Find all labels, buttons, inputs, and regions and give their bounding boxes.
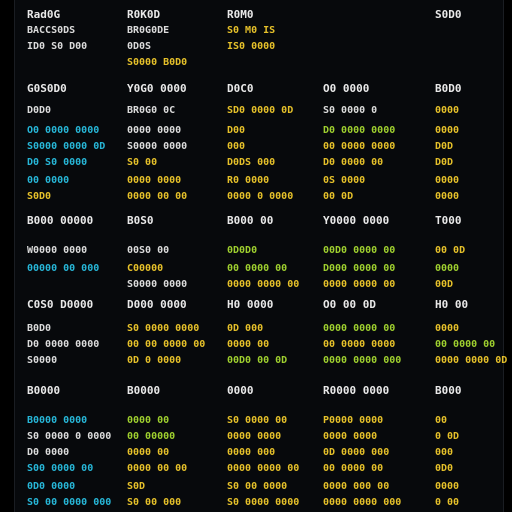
- table-cell-4: 00: [435, 415, 448, 426]
- table-cell-4: 0000: [435, 125, 460, 136]
- table-cell-4: 0000: [435, 263, 460, 274]
- table-cell-4: D0D: [435, 157, 454, 168]
- table-cell-0: D0 S0 0000: [27, 157, 88, 168]
- table-cell-0: S0 0000 0 0000: [27, 431, 112, 442]
- table-cell-0: D0 0000 0000: [27, 339, 100, 350]
- table-row: [15, 40, 503, 54]
- table-row: [15, 322, 503, 336]
- table-cell-1: S0 0000 0000: [127, 323, 200, 334]
- table-cell-3: 0000 0000 00: [323, 279, 396, 290]
- table-cell-1: S0D: [127, 481, 146, 492]
- table-row: [15, 354, 508, 368]
- table-cell-2: D00: [227, 125, 246, 136]
- table-row: [15, 446, 503, 460]
- table-row: [15, 384, 503, 398]
- table-cell-2: 0000 0000: [227, 431, 282, 442]
- table-cell-4: 00 0D: [435, 245, 466, 256]
- table-cell-3: 00 0000 00: [323, 463, 384, 474]
- table-cell-3: 00 0D: [323, 191, 354, 202]
- table-cell-4: 0000: [435, 323, 460, 334]
- table-row: [15, 190, 503, 204]
- table-row: [15, 430, 503, 444]
- column-header-1: R0K0D: [127, 8, 161, 21]
- table-cell-0: S0000 0000 0D: [27, 141, 106, 152]
- table-cell-3: P0000 0000: [323, 415, 384, 426]
- table-cell-3: 0000 000 00: [323, 481, 390, 492]
- table-cell-2: 0D 000: [227, 323, 264, 334]
- table-cell-0: S0 00 0000 000: [27, 497, 112, 508]
- table-cell-0: S0000: [27, 355, 58, 366]
- table-cell-1: 00S0 00: [127, 245, 170, 256]
- table-row: [15, 262, 503, 276]
- table-row: [15, 124, 503, 138]
- table-cell-2: IS0 0000: [227, 41, 276, 52]
- table-cell-1: 0000 00: [127, 415, 170, 426]
- column-header-1: Y0G0 0000: [127, 82, 187, 95]
- column-header-3: O0 0000: [323, 82, 370, 95]
- table-cell-1: 0D0S: [127, 41, 152, 52]
- table-row: [15, 278, 503, 292]
- table-cell-1: 0000 0000: [127, 175, 182, 186]
- table-cell-2: 00 0000 00: [227, 263, 288, 274]
- table-cell-0: ID0 S0 D00: [27, 41, 88, 52]
- table-cell-3: D000 0000 00: [323, 263, 396, 274]
- table-cell-1: 00 00 0000 00: [127, 339, 206, 350]
- table-cell-1: BR0G0 0C: [127, 105, 176, 116]
- table-cell-3: 0000 0000 000: [323, 355, 402, 366]
- table-cell-0: S00 0000 00: [27, 463, 94, 474]
- column-header-2: 0000: [227, 384, 254, 397]
- table-cell-3: 0000 0000: [323, 431, 378, 442]
- table-cell-2: 000: [227, 141, 246, 152]
- table-cell-1: 00 00000: [127, 431, 176, 442]
- table-cell-1: C00000: [127, 263, 164, 274]
- table-cell-3: 0000 0000 000: [323, 497, 402, 508]
- table-row: [15, 140, 503, 154]
- column-header-4: B000: [435, 384, 462, 397]
- table-cell-2: S0 0000 0000: [227, 497, 300, 508]
- table-row: [15, 414, 503, 428]
- table-row: [15, 156, 503, 170]
- table-cell-4: 00 0000 00: [435, 339, 496, 350]
- table-cell-2: S0 0000 00: [227, 415, 288, 426]
- table-cell-3: 0D 0000 000: [323, 447, 390, 458]
- table-cell-1: 0000 00 00: [127, 463, 188, 474]
- table-cell-1: 0000 00: [127, 447, 170, 458]
- table-cell-1: S0 00: [127, 157, 158, 168]
- table-cell-1: S0000 B0D0: [127, 57, 188, 68]
- column-header-4: S0D0: [435, 8, 462, 21]
- table-cell-4: 0000: [435, 481, 460, 492]
- table-cell-1: S0000 0000: [127, 279, 188, 290]
- table-cell-1: S0000 0000: [127, 141, 188, 152]
- table-cell-2: 0000 000: [227, 447, 276, 458]
- table-cell-3: 0S 0000: [323, 175, 366, 186]
- column-header-1: B0S0: [127, 214, 154, 227]
- table-cell-1: BR0G0DE: [127, 25, 170, 36]
- table-cell-2: 0000 0000 00: [227, 463, 300, 474]
- table-cell-3: 00 0000 0000: [323, 339, 396, 350]
- table-row: [15, 82, 503, 96]
- table-row: [15, 214, 503, 228]
- table-cell-4: 0000: [435, 105, 460, 116]
- table-cell-2: D0DS 000: [227, 157, 276, 168]
- table-cell-4: 0000: [435, 175, 460, 186]
- table-cell-2: 0000 00: [227, 339, 270, 350]
- table-cell-3: 0000 0000 00: [323, 323, 396, 334]
- column-header-0: G0S0D0: [27, 82, 67, 95]
- column-header-4: H0 00: [435, 298, 469, 311]
- table-cell-0: B0000 0000: [27, 415, 88, 426]
- data-table-panel: [14, 0, 508, 512]
- column-header-4: T000: [435, 214, 462, 227]
- table-cell-3: 00 0000 0000: [323, 141, 396, 152]
- table-cell-2: 0000 0 0000: [227, 191, 294, 202]
- table-cell-4: D0D: [435, 141, 454, 152]
- table-cell-4: 0 0D: [435, 431, 460, 442]
- table-cell-0: D0D0: [27, 105, 52, 116]
- table-row: [15, 8, 503, 22]
- table-cell-4: 0000 0000 0D: [435, 355, 508, 366]
- table-cell-4: 0000: [435, 191, 460, 202]
- table-row: [15, 462, 503, 476]
- column-header-0: B0000: [27, 384, 61, 397]
- table-cell-0: W0000 0000: [27, 245, 88, 256]
- column-header-2: D0C0: [227, 82, 254, 95]
- table-cell-2: S0 00 0000: [227, 481, 288, 492]
- column-header-3: Y0000 0000: [323, 214, 390, 227]
- table-cell-1: 0000 0000: [127, 125, 182, 136]
- table-cell-4: 0D0: [435, 463, 454, 474]
- table-cell-3: 00D0 0000 00: [323, 245, 396, 256]
- table-cell-2: S0 M0 IS: [227, 25, 276, 36]
- table-row: [15, 496, 503, 510]
- column-header-1: B0000: [127, 384, 161, 397]
- table-row: [15, 244, 503, 258]
- table-row: [15, 104, 503, 118]
- column-header-0: Rad0G: [27, 8, 61, 21]
- table-cell-0: 0D0 0000: [27, 481, 76, 492]
- column-header-2: H0 0000: [227, 298, 274, 311]
- column-header-2: R0M0: [227, 8, 254, 21]
- table-cell-0: S0D0: [27, 191, 52, 202]
- table-row: [15, 56, 503, 70]
- table-cell-2: 0000 0000 00: [227, 279, 300, 290]
- column-header-1: D000 0000: [127, 298, 187, 311]
- table-cell-0: BACCS0DS: [27, 25, 76, 36]
- table-cell-0: O0 0000 0000: [27, 125, 100, 136]
- table-cell-0: 00000 00 000: [27, 263, 100, 274]
- column-header-3: O0 00 0D: [323, 298, 376, 311]
- table-cell-1: 0D 0 0000: [127, 355, 182, 366]
- table-cell-2: SD0 0000 0D: [227, 105, 294, 116]
- column-header-0: B000 00000: [27, 214, 94, 227]
- table-cell-4: 000: [435, 447, 454, 458]
- table-cell-2: R0 0000: [227, 175, 270, 186]
- table-cell-3: D0 0000 0000: [323, 125, 396, 136]
- table-row: [15, 24, 503, 38]
- table-cell-0: 00 0000: [27, 175, 70, 186]
- table-row: [15, 174, 503, 188]
- column-header-2: B000 00: [227, 214, 274, 227]
- column-header-0: C0S0 D0000: [27, 298, 94, 311]
- table-cell-2: 0D0D0: [227, 245, 258, 256]
- table-cell-1: 0000 00 00: [127, 191, 188, 202]
- table-cell-0: D0 0000: [27, 447, 70, 458]
- table-row: [15, 480, 503, 494]
- table-cell-1: S0 00 000: [127, 497, 182, 508]
- table-cell-4: 0 00: [435, 497, 460, 508]
- table-cell-4: 00D: [435, 279, 454, 290]
- table-row: [15, 298, 503, 312]
- table-cell-3: S0 0000 0: [323, 105, 378, 116]
- column-header-3: R0000 0000: [323, 384, 390, 397]
- table-row: [15, 338, 503, 352]
- table-cell-2: 00D0 00 0D: [227, 355, 288, 366]
- table-cell-3: D0 0000 00: [323, 157, 384, 168]
- column-header-4: B0D0: [435, 82, 462, 95]
- table-cell-0: B0D0: [27, 323, 52, 334]
